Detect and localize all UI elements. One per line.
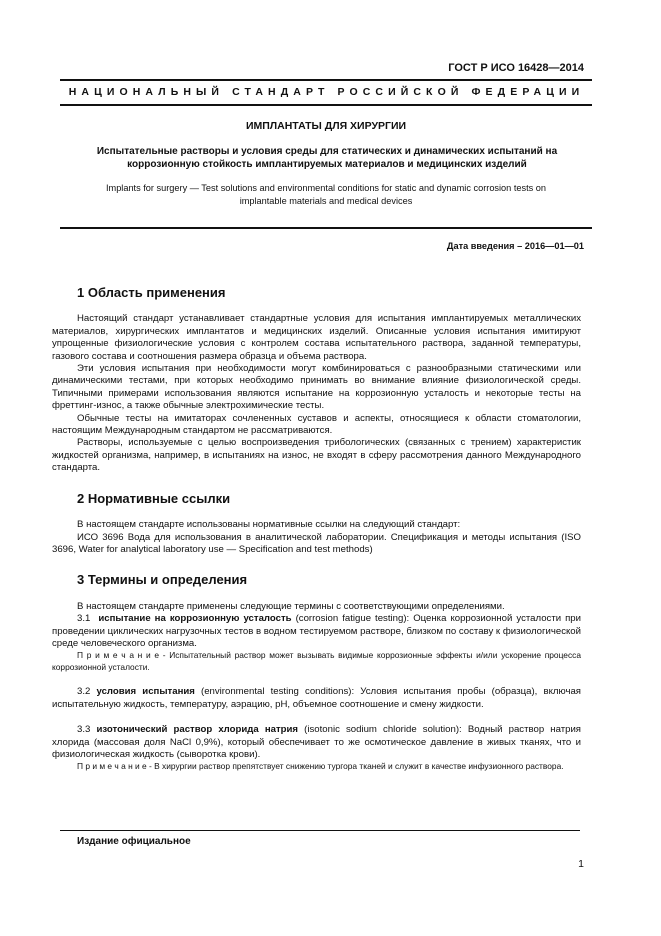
footer-rule	[60, 830, 580, 831]
section-2-heading: 2 Нормативные ссылки	[77, 490, 231, 506]
document-title: ИМПЛАНТАТЫ ДЛЯ ХИРУРГИИ	[245, 120, 407, 132]
section-2-paragraph: В настоящем стандарте использованы нормативные ссылки на следующий стандарт:	[77, 519, 461, 531]
section-1-paragraph: Растворы, используемые с целью воспроизведения трибологических (связанных с трением) характеристик жидкостей организма, например, в испытаниях на износ, не входят в сферу рассмотрения данного Международного стандарта.	[52, 437, 581, 474]
subtitle-ru-line1: Испытательные растворы и условия среды для статических и динамических испытаний на	[96, 146, 558, 157]
term-definition-3-3: 3.3 изотонический раствор хлорида натрия (isotonic sodium chloride solution): Водный раствор натрия хлорида (массовая доля NaCl 0,9%), который обеспечивает то же осмотическое давление в живых тканях, что и физиологическая жидкость (сыворотка крови).	[52, 724, 581, 760]
standard-code: ГОСТ Р ИСО 16428—2014	[448, 62, 584, 74]
section-3-heading: 3 Термины и определения	[77, 572, 248, 588]
section-2-paragraph: ИСО 3696 Вода для использования в аналитической лаборатории. Спецификация и методы испытания (ISO 3696, Water for analytical laboratory use — Specification and test methods)	[52, 531, 581, 555]
term-name: испытание на коррозионную усталость	[98, 613, 292, 625]
subtitle-en-line2: implantable materials and medical devices	[239, 195, 413, 206]
subtitle-english	[60, 182, 592, 207]
introduction-date: Дата введения – 2016—01—01	[446, 241, 584, 251]
note: П р и м е ч а н и е - В хирургии раствор препятствует снижению тургора тканей и служит в качестве инфузионного раствора.	[77, 761, 564, 772]
subtitle-russian	[72, 146, 582, 171]
term-definition-3-1: 3.1 испытание на коррозионную усталость (corrosion fatigue testing): Оценка коррозионной усталости при проведении циклических нагрузочных тестов в водном тестируемом растворе, близком по составу к физиологической среде человеческого организма.	[52, 613, 581, 649]
subtitle-ru-line2: коррозионную стойкость имплантируемых материалов и медицинских изделий	[127, 158, 527, 170]
term-name: условия испытания	[96, 686, 195, 698]
subtitle-en-line1: Implants for surgery — Test solutions and environmental conditions for static and dynamic corrosion tests on	[105, 183, 547, 193]
edition-label: Издание официальное	[77, 836, 191, 847]
term-name: изотонический раствор хлорида натрия	[96, 724, 299, 736]
note: П р и м е ч а н и е - Испытательный раствор может вызывать видимые коррозионные эффекты и/или ускорение процесса коррозионной усталости.	[52, 650, 581, 672]
document-body	[52, 285, 581, 773]
section-1-paragraph: Эти условия испытания при необходимости могут комбинироваться с разнообразными статическими или динамическими тестами, при которых необходимо принимать во внимание влияние физиологической среды. Типичными примерами использования являются испытание на коррозионную усталость и некоторые тесты на фреттинг-износ, а также обычные электрохимические тесты.	[52, 363, 581, 412]
section-3-paragraph: В настоящем стандарте применены следующие термины с соответствующими определениями.	[77, 600, 505, 612]
national-standard-banner: НАЦИОНАЛЬНЫЙ СТАНДАРТ РОССИЙСКОЙ ФЕДЕРАЦИИ	[68, 86, 585, 98]
section-1-heading: 1 Область применения	[77, 285, 226, 300]
page-number: 1	[578, 858, 584, 870]
section-1-paragraph: Настоящий стандарт устанавливает стандартные условия для испытания имплантируемых металлических материалов, хирургических имплантатов и медицинских изделий. Описанные условия испытания имитируют упрощенные физиологические условия с контролем состава испытательного раствора, заданной температуры, газового состава и соотношения размера образца и объема раствора.	[52, 313, 581, 362]
section-1-paragraph: Обычные тесты на имитаторах сочлененных суставов и аспекты, относящиеся к области стоматологии, настоящим Международным стандартом не рассматриваются.	[52, 412, 581, 437]
term-definition-3-2: 3.2 условия испытания (environmental testing conditions): Условия испытания пробы (образца), включая испытательную жидкость, температуру, аэрацию, pH, объемное соотношение и смену жидкости.	[52, 686, 581, 710]
header-rule	[60, 79, 592, 81]
banner-rule	[60, 104, 592, 106]
title-rule	[60, 227, 592, 229]
